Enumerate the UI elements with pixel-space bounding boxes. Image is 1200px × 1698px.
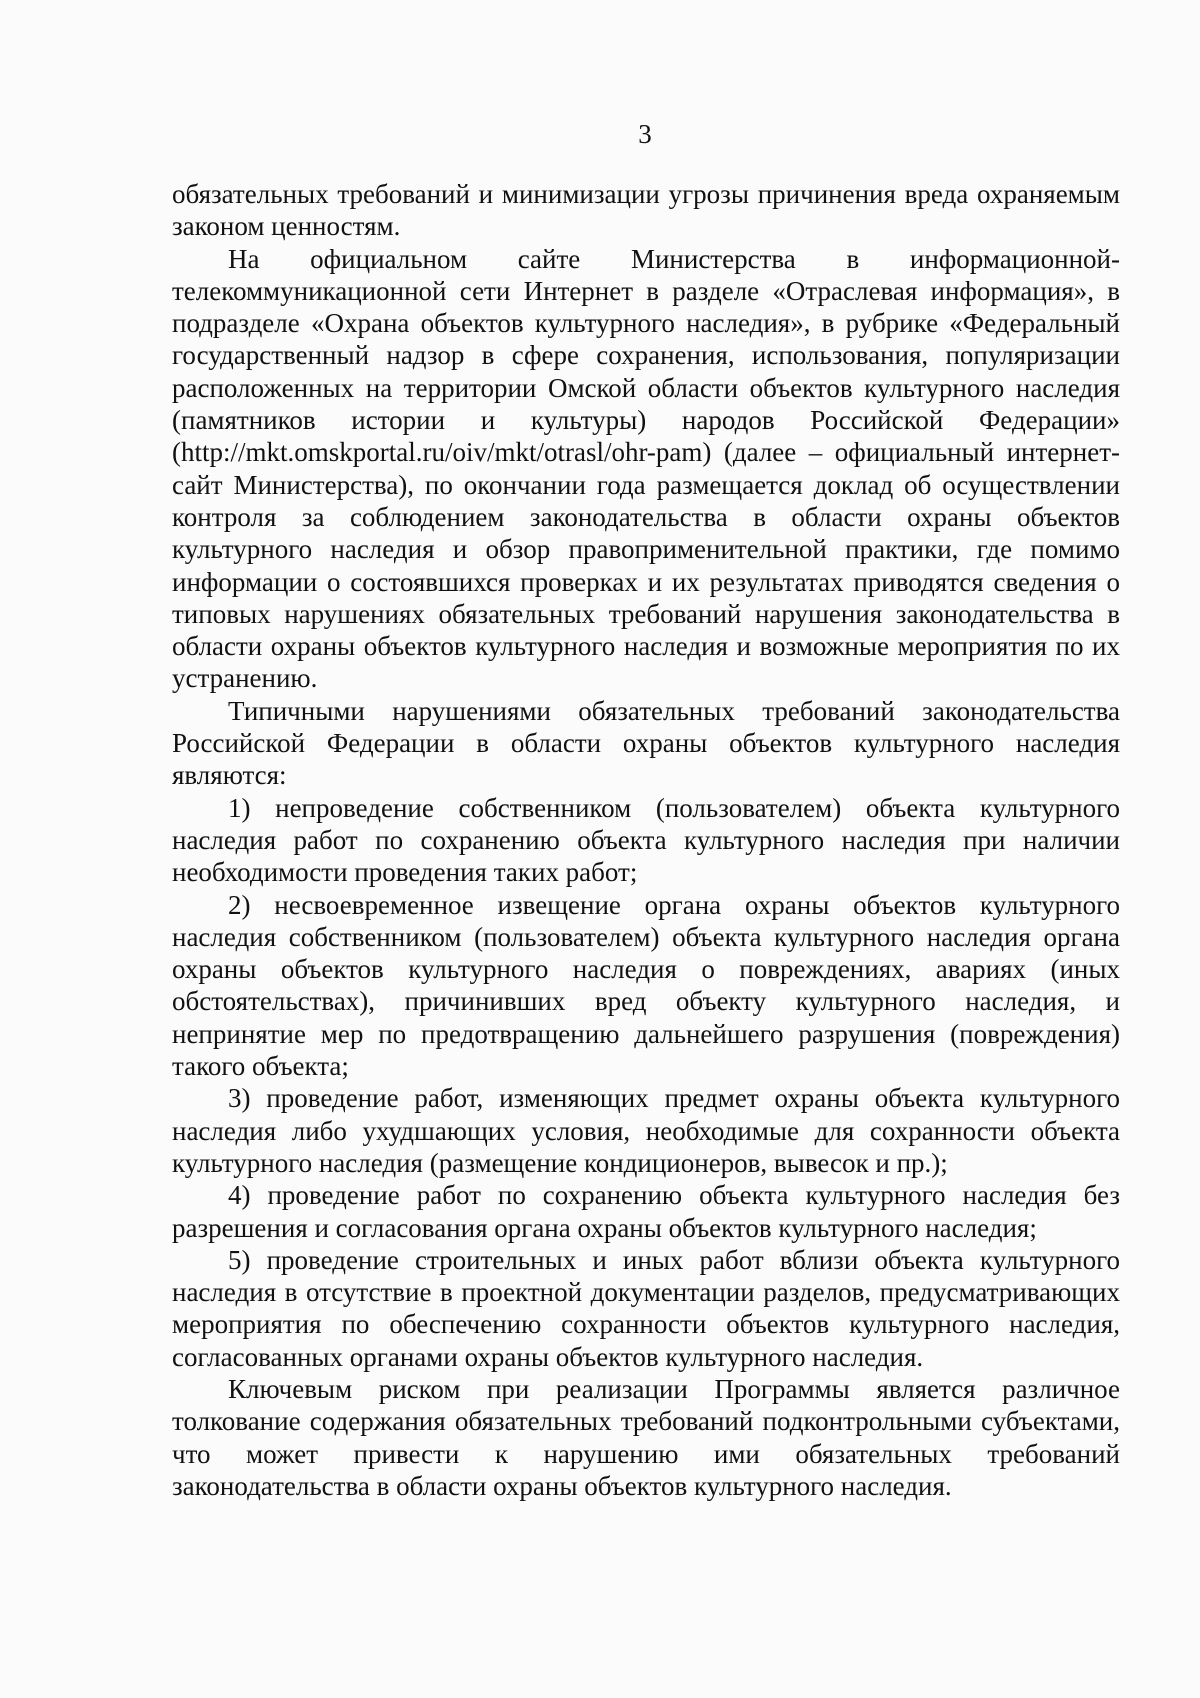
- list-item-violation-2: 2) несвоевременное извещение органа охраны объектов культурного наследия собственником (пользователем) объекта культурного наследия органа охраны объектов культурного наследия о повреждениях, авариях (иных обстоятельствах), причинивших вред объекту культурного наследия, и непринятие мер по предотвращению дальнейшего разрушения (повреждения) такого объекта;: [172, 889, 1120, 1082]
- paragraph-intro-continuation: обязательных требований и минимизации угрозы причинения вреда охраняемым законом ценностям.: [172, 179, 1120, 242]
- paragraph-official-site: На официальном сайте Министерства в информационной-телекоммуникационной сети Интернет в разделе «Отраслевая информация», в подразделе «Охрана объектов культурного наследия», в рубрике «Федеральный государственный надзор в сфере сохранения, использования, популяризации расположенных на территории Омской области объектов культурного наследия (памятников истории и культуры) народов Российской Федерации» (http://mkt.omskportal.ru/oiv/mkt/otrasl/ohr-pam) (далее – официальный интернет-сайт Министерства), по окончании года размещается доклад об осуществлении контроля за соблюдением законодательства в области охраны объектов культурного наследия и обзор правоприменительной практики, где помимо информации о состоявшихся проверках и их результатах приводятся сведения о типовых нарушениях обязательных требований нарушения законодательства в области охраны объектов культурного наследия и возможные мероприятия по их устранению.: [172, 243, 1120, 694]
- list-item-violation-1: 1) непроведение собственником (пользователем) объекта культурного наследия работ по сохранению объекта культурного наследия при наличии необходимости проведения таких работ;: [172, 792, 1120, 888]
- paragraph-key-risk: Ключевым риском при реализации Программы является различное толкование содержания обязательных требований подконтрольными субъектами, что может привести к нарушению ими обязательных требований законодательства в области охраны объектов культурного наследия.: [172, 1373, 1120, 1501]
- document-body: [172, 178, 1120, 1502]
- list-item-violation-4: 4) проведение работ по сохранению объекта культурного наследия без разрешения и согласования органа охраны объектов культурного наследия;: [172, 1180, 1120, 1243]
- page-number: 3: [638, 119, 652, 149]
- paragraph-typical-violations-heading: Типичными нарушениями обязательных требований законодательства Российской Федерации в области охраны объектов культурного наследия являются:: [172, 695, 1120, 791]
- list-item-violation-5: 5) проведение строительных и иных работ вблизи объекта культурного наследия в отсутствие в проектной документации разделов, предусматривающих мероприятия по обеспечению сохранности объектов культурного наследия, согласованных органами охраны объектов культурного наследия.: [172, 1244, 1120, 1372]
- list-item-violation-3: 3) проведение работ, изменяющих предмет охраны объекта культурного наследия либо ухудшающих условия, необходимые для сохранности объекта культурного наследия (размещение кондиционеров, вывесок и пр.);: [172, 1083, 1120, 1178]
